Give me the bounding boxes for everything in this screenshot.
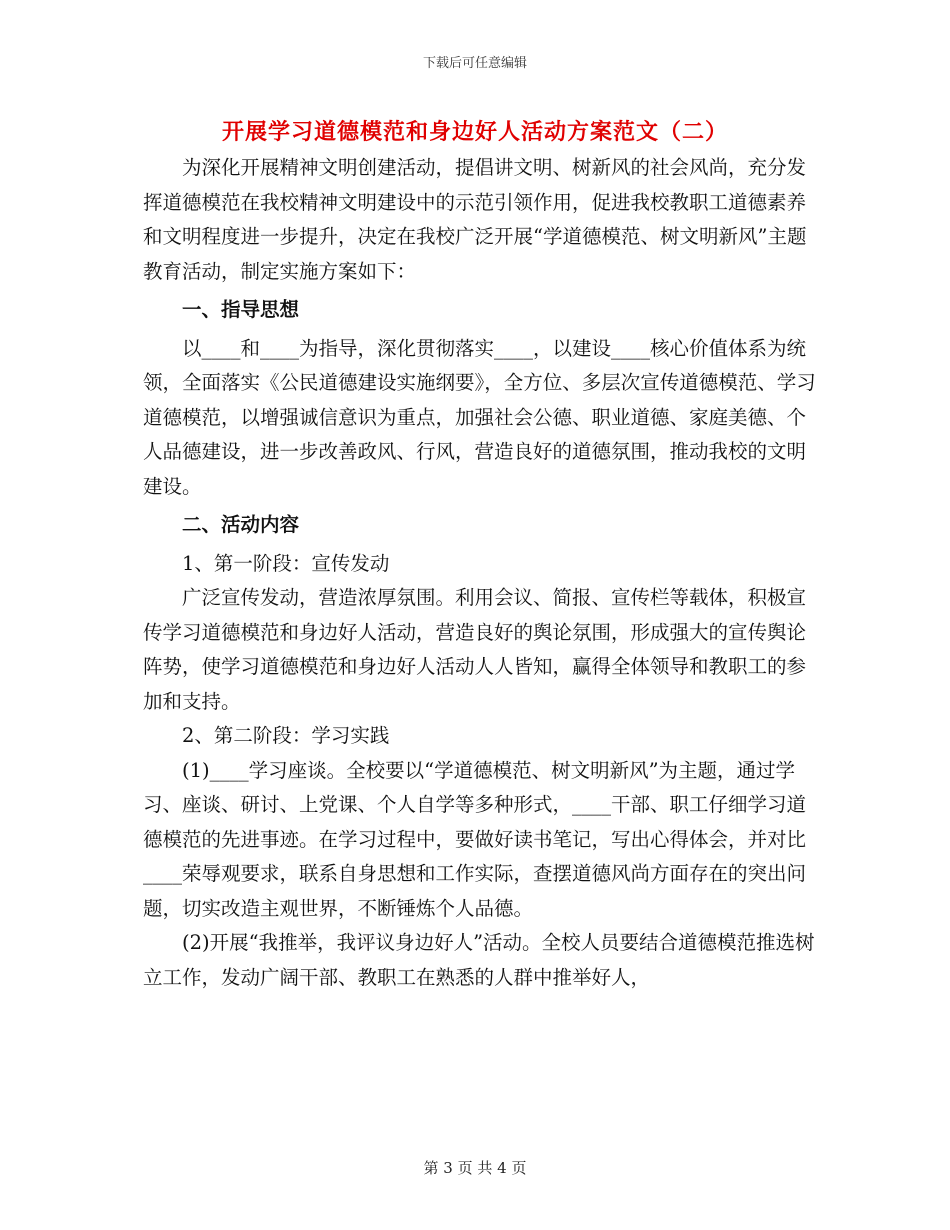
stage-two-heading: 2、第二阶段：学习实践 (182, 724, 390, 747)
section-heading-activity-content: 二、活动内容 (182, 513, 300, 536)
section-heading-guiding-ideology: 一、指导思想 (182, 298, 300, 321)
study-seminar-paragraph: (1)____学习座谈。全校要以“学道德模范、树文明新风”为主题，通过学习、座谈、研讨、上党课、个人自学等多种形式，____干部、职工仔细学习道德模范的先进事迹。在学习过程中，要做好读书笔记，写出心得体会，并对比____荣辱观要求，联系自身思想和工作实际，查摆道德风尚方面存在的突出问题，切实改造主观世界，不断锤炼个人品德。 (143, 758, 807, 920)
stage-one-heading: 1、第一阶段：宣传发动 (182, 551, 390, 575)
stage-one-paragraph: 广泛宣传发动，营造浓厚氛围。利用会议、简报、宣传栏等载体，积极宣传学习道德模范和身边好人活动，营造良好的舆论氛围，形成强大的宣传舆论阵势，使学习道德模范和身边好人活动人人皆知，赢得全体领导和教职工的参加和支持。 (143, 586, 807, 713)
document-body (143, 151, 823, 995)
guiding-ideology-paragraph: 以____和____为指导，深化贯彻落实____，以建设____核心价值体系为统领，全面落实《公民道德建设实施纲要》，全方位、多层次宣传道德模范、学习道德模范，以增强诚信意识为重点，加强社会公德、职业道德、家庭美德、个人品德建设，进一步改善政风、行风，营造良好的道德氛围，推动我校的文明建设。 (143, 336, 816, 498)
recommend-good-people-paragraph: (2)开展“我推举，我评议身边好人”活动。全校人员要结合道德模范推选树立工作，发动广阔干部、教职工在熟悉的人群中推举好人， (143, 931, 815, 989)
document-title: 开展学习道德模范和身边好人活动方案范文（二） (221, 119, 728, 145)
intro-paragraph: 为深化开展精神文明创建活动，提倡讲文明、树新风的社会风尚，充分发挥道德模范在我校精神文明建设中的示范引领作用，促进我校教职工道德素养和文明程度进一步提升，决定在我校广泛开展“学道德模范、树文明新风”主题教育活动，制定实施方案如下： (143, 156, 807, 283)
page-footer: 第 3 页 共 4 页 (423, 1159, 527, 1177)
page-header: 下载后可任意编辑 (422, 56, 527, 71)
